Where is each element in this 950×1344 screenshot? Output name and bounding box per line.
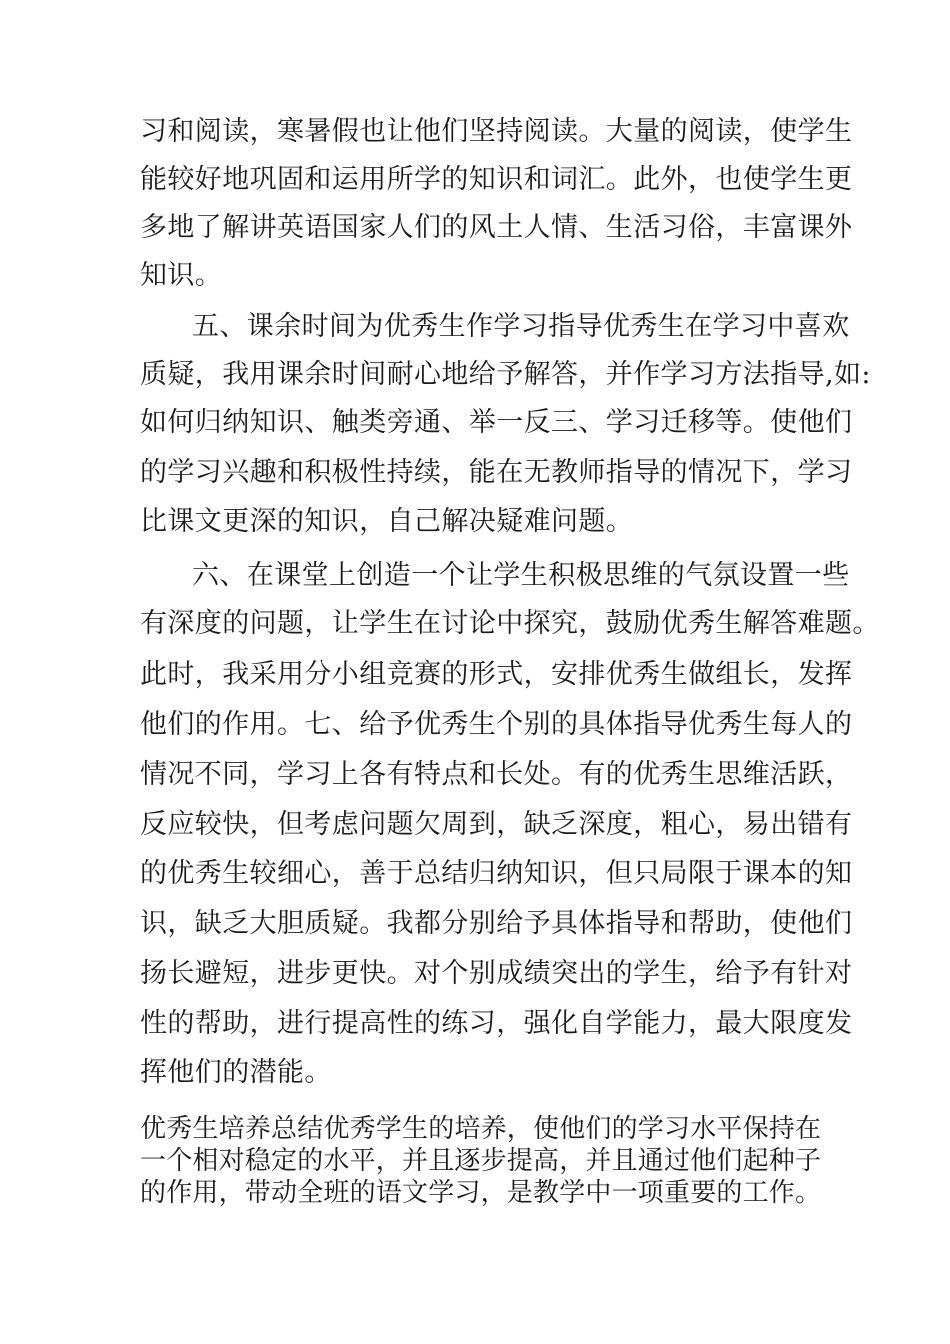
paragraph-six-heading: 六、在课堂上创造一个让学生积极思维的气氛设置一些 bbox=[192, 560, 850, 591]
summary-line: 一个相对稳定的水平，并且逐步提高，并且通过他们起种子 bbox=[140, 1146, 822, 1176]
text-line: 如何归纳知识、触类旁通、举一反三、学习迁移等。使他们 bbox=[140, 407, 853, 438]
text-line: 扬长避短，进步更快。对个别成绩突出的学生，给予有针对 bbox=[140, 958, 853, 989]
text-line: 能较好地巩固和运用所学的知识和词汇。此外，也使学生更 bbox=[140, 164, 853, 195]
text-line: 性的帮助，进行提高性的练习，强化自学能力，最大限度发 bbox=[140, 1008, 853, 1039]
text-line: 情况不同，学习上各有特点和长处。有的优秀生思维活跃， bbox=[140, 759, 853, 790]
text-line: 比课文更深的知识，自己解决疑难问题。 bbox=[140, 506, 634, 537]
summary-line: 优秀生培养总结优秀学生的培养，使他们的学习水平保持在 bbox=[140, 1114, 822, 1144]
text-line: 的优秀生较细心，善于总结归纳知识，但只局限于课本的知 bbox=[140, 858, 853, 889]
text-line: 有深度的问题，让学生在讨论中探究，鼓励优秀生解答难题。 bbox=[140, 608, 880, 639]
text-line: 他们的作用。七、给予优秀生个别的具体指导优秀生每人的 bbox=[140, 709, 853, 740]
text-line: 识，缺乏大胆质疑。我都分别给予具体指导和帮助，使他们 bbox=[140, 908, 853, 939]
text-line: 质疑，我用课余时间耐心地给予解答，并作学习方法指导,如: bbox=[140, 359, 871, 390]
summary-line: 的作用，带动全班的语文学习，是教学中一项重要的工作。 bbox=[140, 1178, 822, 1208]
text-line: 的学习兴趣和积极性持续，能在无教师指导的情况下，学习 bbox=[140, 457, 853, 488]
text-line: 反应较快，但考虑问题欠周到，缺乏深度，粗心，易出错有 bbox=[140, 809, 853, 840]
text-line: 此时，我采用分小组竞赛的形式，安排优秀生做组长，发挥 bbox=[140, 659, 853, 690]
text-line: 知识。 bbox=[140, 260, 223, 291]
text-line: 习和阅读，寒暑假也让他们坚持阅读。大量的阅读，使学生 bbox=[140, 116, 853, 147]
text-line: 多地了解讲英语国家人们的风土人情、生活习俗，丰富课外 bbox=[140, 212, 853, 243]
text-line: 挥他们的潜能。 bbox=[140, 1057, 332, 1088]
paragraph-five-heading: 五、课余时间为优秀生作学习指导优秀生在学习中喜欢 bbox=[192, 311, 850, 342]
